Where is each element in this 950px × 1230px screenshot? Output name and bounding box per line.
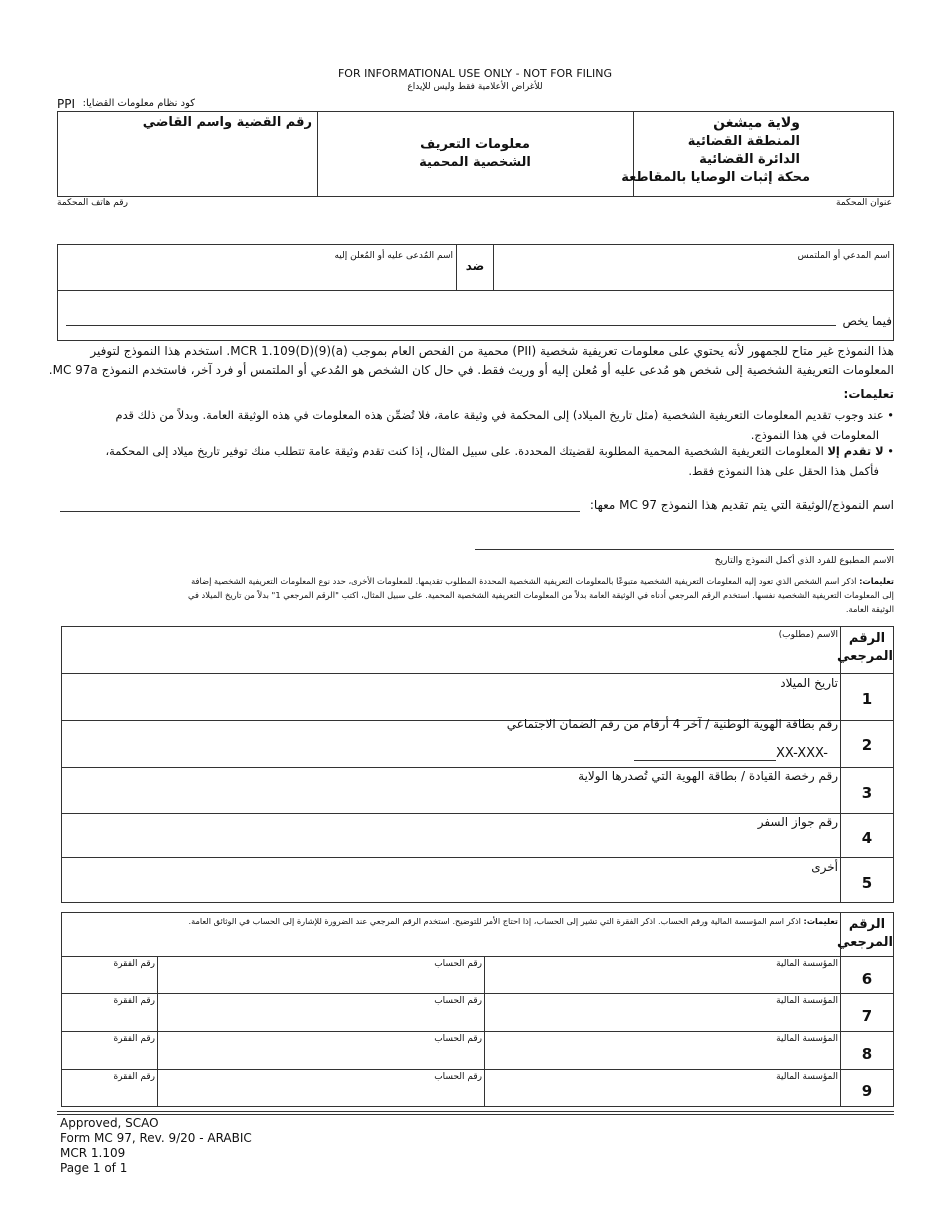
instruction-bullet-2: • لا تقدم إلا المعلومات التعريفية الشخصية المحمية المطلوبة لقضيتك المحددة. على سبيل المثال، إذا كنت تقدم وثيقة عامة تتطلب منك توفير تاريخ ميلاد إلى المحكمة،: [105, 444, 894, 458]
case-code-label: كود نظام معلومات القضايا:: [82, 98, 195, 109]
filed-with-label: اسم النموذج/الوثيقة التي يتم تقديم هذا النموذج MC 97 معها:: [589, 498, 894, 512]
pii-instructions-line1: تعليمات: اذكر اسم الشخص الذي تعود إليه المعلومات التعريفية الشخصية متبوعًا بالمعلومات التعريفية الشخصية المحددة المطلوب تقديمها. للمعلومات الأخرى، حدد نوع المعلومات التعريفية الشخصية إضافة: [191, 576, 894, 586]
info-notice-ar: للأغراض الأعلامية فقط وليس للإيداع: [407, 82, 543, 92]
footer-page: Page 1 of 1: [60, 1161, 128, 1175]
institution-label: المؤسسة المالية: [776, 996, 838, 1006]
footer-form: Form MC 97, Rev. 9/20 - ARABIC: [60, 1131, 252, 1145]
court-circuit: الدائرة القضائية: [699, 152, 800, 167]
account-label: رقم الحساب: [434, 996, 482, 1006]
court-state: ولاية ميشغن: [713, 115, 800, 131]
ref-number: 4: [861, 829, 873, 847]
plaintiff-field[interactable]: [494, 266, 892, 288]
passport-label: رقم جواز السفر: [757, 815, 838, 829]
name-required-label: الاسم (مطلوب): [778, 630, 838, 640]
form-title-line2: الشخصية المحمية: [419, 155, 531, 170]
ref-number-header-2: الرقم المرجعي: [837, 917, 893, 950]
passport-field[interactable]: [63, 832, 838, 855]
footer-rule: MCR 1.109: [60, 1146, 126, 1160]
footer-approved: Approved, SCAO: [60, 1116, 159, 1130]
versus-label: ضد: [465, 259, 485, 273]
defendant-label: اسم المُدعى عليه أو المُعلن إليه: [334, 251, 453, 261]
pii-instructions-line2: إلى المعلومات التعريفية الشخصية نفسها. استخدم الرقم المرجعي أدناه في الوثيقة العامة بدلاً من المعلومات التعريفية الشخصية المحمية. على سبيل المثال، اكتب "الرقم المرجعي 1" بدلاً من تاريخ الميلاد في: [188, 590, 894, 600]
ref-number-header: الرقم المرجعي: [837, 631, 893, 664]
name-field[interactable]: [63, 646, 838, 670]
court-address-label: عنوان المحكمة: [836, 198, 892, 208]
dob-field[interactable]: [63, 694, 838, 718]
institution-label: المؤسسة المالية: [776, 1034, 838, 1044]
ref-number: 3: [861, 784, 873, 802]
printed-name-field[interactable]: [475, 549, 894, 550]
form-title-line1: معلومات التعريف: [420, 137, 530, 152]
instruction-bullet-1-cont: المعلومات في هذا النموذج.: [750, 428, 879, 442]
paragraph-label: رقم الفقرة: [113, 1072, 155, 1082]
paragraph-label: رقم الفقرة: [113, 996, 155, 1006]
account-label: رقم الحساب: [434, 959, 482, 969]
institution-label: المؤسسة المالية: [776, 1072, 838, 1082]
instructions-title: تعليمات:: [843, 387, 894, 401]
instruction-bullet-1: • عند وجوب تقديم المعلومات التعريفية الشخصية (مثل تاريخ الميلاد) إلى المحكمة في وثيقة عامة، فلا تُضمِّن هذه المعلومات في هذه الوثيقة العامة. وبدلاً من ذلك قدم: [115, 408, 894, 422]
financial-instructions: تعليمات: اذكر اسم المؤسسة المالية ورقم الحساب. اذكر الفقرة التي تشير إلى الحساب، إذا احتاج الأمر للتوضيح. استخدم الرقم المرجعي عند الضرورة للإشارة إلى الحساب في الوثائق العامة.: [188, 916, 838, 926]
ssn-field[interactable]: [634, 760, 776, 761]
ref-number: 5: [861, 874, 873, 892]
printed-name-label: الاسم المطبوع للفرد الذي أكمل النموذج والتاريخ: [714, 556, 894, 566]
in-re-field[interactable]: [66, 325, 836, 326]
info-notice-en: FOR INFORMATIONAL USE ONLY - NOT FOR FILING: [337, 67, 613, 80]
paragraph-label: رقم الفقرة: [113, 959, 155, 969]
account-label: رقم الحساب: [434, 1034, 482, 1044]
court-probate: محكة إثبات الوصايا بالمقاطعة: [621, 170, 810, 185]
defendant-field[interactable]: [59, 266, 455, 288]
account-label: رقم الحساب: [434, 1072, 482, 1082]
case-code-value: PPI: [57, 97, 76, 111]
other-field[interactable]: [63, 876, 838, 901]
drivers-license-label: رقم رخصة القيادة / بطاقة الهوية التي تُصدرها الولاية: [578, 769, 838, 783]
ssn-prefix: XX-XXX-: [776, 746, 828, 761]
paragraph-label: رقم الفقرة: [113, 1034, 155, 1044]
ref-number: 1: [861, 690, 873, 708]
case-number-label: رقم القضية واسم القاضي: [142, 115, 312, 130]
other-label: أخرى: [811, 860, 838, 874]
filed-with-field[interactable]: [60, 511, 580, 512]
intro-line2: المعلومات التعريفية الشخصية إلى شخص هو مُدعى عليه أو مُعلن إليه أو وريث فقط. في حال كان الشخص هو المُدعي أو الملتمس أو فرد آخر، فاستخدم النموذج MC 97a.: [48, 363, 894, 377]
in-re-label: فيما يخص: [842, 314, 892, 328]
ref-number: 8: [861, 1045, 873, 1063]
court-phone-label: رقم هاتف المحكمة: [57, 198, 128, 208]
institution-label: المؤسسة المالية: [776, 959, 838, 969]
ssn-label: رقم بطاقة الهوية الوطنية / آخر 4 أرقام من رقم الضمان الاجتماعي: [506, 717, 838, 731]
ref-number: 9: [861, 1082, 873, 1100]
instruction-bullet-2-cont: فأكمل هذا الحقل على هذا النموذج فقط.: [688, 464, 879, 478]
ref-number: 6: [861, 970, 873, 988]
intro-line1: هذا النموذج غير متاح للجمهور لأنه يحتوي على معلومات تعريفية شخصية (PII) محمية من الفحص العام بموجب MCR 1.109(D)(9)(a). استخدم هذا النموذج لتوفير: [90, 344, 894, 358]
ref-number: 2: [861, 736, 873, 754]
plaintiff-label: اسم المدعي أو الملتمس: [797, 251, 890, 261]
court-district: المنطقة القضائية: [687, 134, 800, 149]
ref-number: 7: [861, 1007, 873, 1025]
pii-instructions-line3: الوثيقة العامة.: [845, 604, 894, 614]
drivers-license-field[interactable]: [63, 787, 838, 811]
dob-label: تاريخ الميلاد: [780, 676, 838, 690]
